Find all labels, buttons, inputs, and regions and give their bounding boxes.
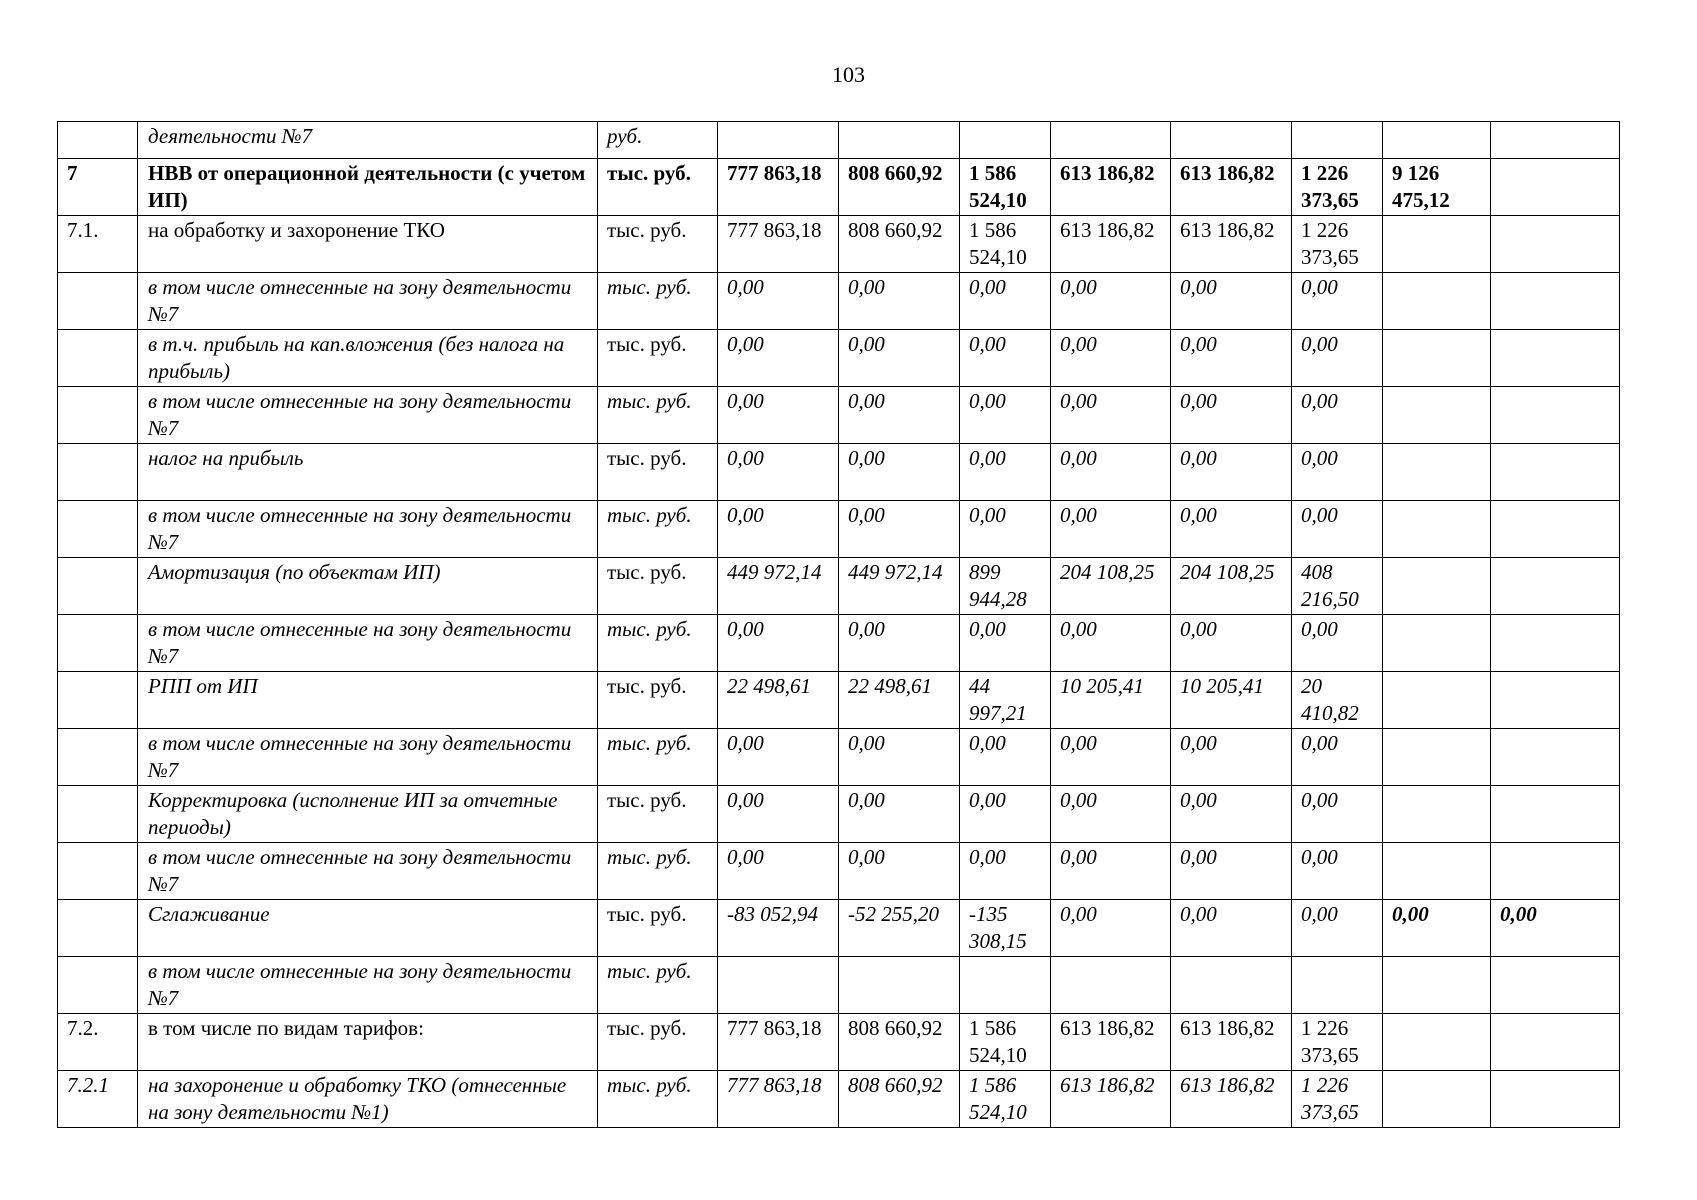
value-cell: 449 972,14: [839, 558, 960, 615]
table-row: [58, 330, 1620, 387]
table-row: [58, 387, 1620, 444]
value-cell: 0,00: [960, 615, 1051, 672]
value-cell: 0,00: [718, 501, 839, 558]
value-cell: [1383, 957, 1491, 1014]
value-cell: [1491, 672, 1620, 729]
value-cell: 0,00: [839, 786, 960, 843]
value-cell: 899 944,28: [960, 558, 1051, 615]
unit-cell: тыс. руб.: [598, 501, 718, 558]
value-cell: 0,00: [1491, 900, 1620, 957]
value-cell: 0,00: [1171, 900, 1292, 957]
table-row: [58, 1071, 1620, 1128]
value-cell: [1491, 273, 1620, 330]
table-row: [58, 672, 1620, 729]
value-cell: 613 186,82: [1171, 1014, 1292, 1071]
value-cell: 0,00: [1292, 843, 1383, 900]
value-cell: 0,00: [1383, 900, 1491, 957]
row-number-cell: [58, 122, 138, 159]
value-cell: 0,00: [1292, 900, 1383, 957]
value-cell: 808 660,92: [839, 216, 960, 273]
value-cell: [1171, 957, 1292, 1014]
value-cell: 0,00: [960, 273, 1051, 330]
value-cell: 0,00: [1171, 843, 1292, 900]
unit-cell: тыс. руб.: [598, 273, 718, 330]
table-row: [58, 501, 1620, 558]
value-cell: [1383, 615, 1491, 672]
indicator-name-cell: в т.ч. прибыль на кап.вложения (без налога на прибыль): [138, 330, 598, 387]
value-cell: 0,00: [718, 273, 839, 330]
indicator-name-cell: Сглаживание: [138, 900, 598, 957]
value-cell: [839, 957, 960, 1014]
value-cell: [1292, 957, 1383, 1014]
indicator-name-cell: в том числе отнесенные на зону деятельности №7: [138, 843, 598, 900]
value-cell: [1051, 122, 1171, 159]
value-cell: 0,00: [839, 273, 960, 330]
value-cell: 0,00: [1292, 387, 1383, 444]
table-row: [58, 786, 1620, 843]
value-cell: 0,00: [1292, 330, 1383, 387]
unit-cell: тыс. руб.: [598, 957, 718, 1014]
unit-cell: тыс. руб.: [598, 387, 718, 444]
row-number-cell: [58, 501, 138, 558]
tariff-table: [57, 121, 1620, 1128]
value-cell: 0,00: [1292, 501, 1383, 558]
value-cell: [718, 957, 839, 1014]
value-cell: -135 308,15: [960, 900, 1051, 957]
value-cell: 0,00: [960, 843, 1051, 900]
unit-cell: тыс. руб.: [598, 558, 718, 615]
value-cell: 0,00: [1051, 900, 1171, 957]
table-row: [58, 444, 1620, 501]
unit-cell: тыс. руб.: [598, 615, 718, 672]
value-cell: 0,00: [1051, 729, 1171, 786]
value-cell: [718, 122, 839, 159]
value-cell: 613 186,82: [1171, 216, 1292, 273]
unit-cell: тыс. руб.: [598, 843, 718, 900]
indicator-name-cell: деятельности №7: [138, 122, 598, 159]
value-cell: 0,00: [1051, 615, 1171, 672]
unit-cell: тыс. руб.: [598, 444, 718, 501]
value-cell: 0,00: [1171, 615, 1292, 672]
value-cell: 0,00: [960, 387, 1051, 444]
indicator-name-cell: в том числе отнесенные на зону деятельности №7: [138, 273, 598, 330]
value-cell: 0,00: [1292, 729, 1383, 786]
value-cell: [1491, 615, 1620, 672]
row-number-cell: [58, 444, 138, 501]
value-cell: 0,00: [718, 843, 839, 900]
table-row: [58, 843, 1620, 900]
value-cell: 0,00: [960, 786, 1051, 843]
value-cell: 0,00: [1051, 501, 1171, 558]
row-number-cell: [58, 957, 138, 1014]
unit-cell: тыс. руб.: [598, 216, 718, 273]
value-cell: 0,00: [1051, 387, 1171, 444]
value-cell: 0,00: [839, 501, 960, 558]
row-number-cell: [58, 729, 138, 786]
value-cell: [1491, 387, 1620, 444]
value-cell: [1383, 672, 1491, 729]
table-body: [58, 122, 1620, 1128]
value-cell: 10 205,41: [1171, 672, 1292, 729]
value-cell: 0,00: [718, 387, 839, 444]
indicator-name-cell: в том числе отнесенные на зону деятельности №7: [138, 501, 598, 558]
value-cell: -83 052,94: [718, 900, 839, 957]
value-cell: [1491, 159, 1620, 216]
value-cell: [1383, 501, 1491, 558]
table-row: [58, 729, 1620, 786]
unit-cell: тыс. руб.: [598, 786, 718, 843]
value-cell: 613 186,82: [1051, 159, 1171, 216]
table-row: [58, 122, 1620, 159]
row-number-cell: 7.1.: [58, 216, 138, 273]
value-cell: 613 186,82: [1051, 216, 1171, 273]
value-cell: 22 498,61: [718, 672, 839, 729]
value-cell: 0,00: [1171, 729, 1292, 786]
value-cell: [1383, 273, 1491, 330]
value-cell: 1 226 373,65: [1292, 1071, 1383, 1128]
table-row: [58, 216, 1620, 273]
value-cell: [1491, 501, 1620, 558]
value-cell: 0,00: [718, 729, 839, 786]
value-cell: 0,00: [839, 330, 960, 387]
row-number-cell: [58, 558, 138, 615]
table-row: [58, 1014, 1620, 1071]
value-cell: [1491, 1014, 1620, 1071]
indicator-name-cell: налог на прибыль: [138, 444, 598, 501]
indicator-name-cell: на обработку и захоронение ТКО: [138, 216, 598, 273]
table-row: [58, 957, 1620, 1014]
value-cell: [1491, 558, 1620, 615]
row-number-cell: [58, 615, 138, 672]
row-number-cell: [58, 672, 138, 729]
unit-cell: тыс. руб.: [598, 330, 718, 387]
value-cell: 204 108,25: [1051, 558, 1171, 615]
value-cell: 1 226 373,65: [1292, 216, 1383, 273]
row-number-cell: [58, 330, 138, 387]
value-cell: 10 205,41: [1051, 672, 1171, 729]
value-cell: 0,00: [1171, 786, 1292, 843]
value-cell: 808 660,92: [839, 159, 960, 216]
indicator-name-cell: РПП от ИП: [138, 672, 598, 729]
value-cell: 613 186,82: [1051, 1071, 1171, 1128]
value-cell: 0,00: [960, 501, 1051, 558]
unit-cell: тыс. руб.: [598, 1071, 718, 1128]
value-cell: 0,00: [718, 330, 839, 387]
table-row: [58, 273, 1620, 330]
indicator-name-cell: в том числе по видам тарифов:: [138, 1014, 598, 1071]
value-cell: [1383, 843, 1491, 900]
value-cell: [1491, 729, 1620, 786]
value-cell: 0,00: [1051, 444, 1171, 501]
indicator-name-cell: на захоронение и обработку ТКО (отнесенные на зону деятельности №1): [138, 1071, 598, 1128]
value-cell: 808 660,92: [839, 1014, 960, 1071]
value-cell: 613 186,82: [1171, 159, 1292, 216]
value-cell: [1491, 786, 1620, 843]
indicator-name-cell: в том числе отнесенные на зону деятельности №7: [138, 957, 598, 1014]
value-cell: 449 972,14: [718, 558, 839, 615]
value-cell: 408 216,50: [1292, 558, 1383, 615]
value-cell: 0,00: [1171, 501, 1292, 558]
value-cell: [1383, 387, 1491, 444]
indicator-name-cell: в том числе отнесенные на зону деятельности №7: [138, 387, 598, 444]
value-cell: [1383, 729, 1491, 786]
value-cell: [1491, 957, 1620, 1014]
value-cell: [1051, 957, 1171, 1014]
value-cell: [1383, 216, 1491, 273]
value-cell: 204 108,25: [1171, 558, 1292, 615]
value-cell: 0,00: [839, 444, 960, 501]
value-cell: 0,00: [839, 615, 960, 672]
value-cell: 0,00: [1171, 273, 1292, 330]
table-row: [58, 558, 1620, 615]
value-cell: 613 186,82: [1171, 1071, 1292, 1128]
value-cell: 0,00: [1051, 843, 1171, 900]
unit-cell: тыс. руб.: [598, 672, 718, 729]
row-number-cell: 7.2.: [58, 1014, 138, 1071]
value-cell: [1383, 1071, 1491, 1128]
value-cell: 0,00: [718, 444, 839, 501]
value-cell: 0,00: [1051, 786, 1171, 843]
value-cell: 1 586 524,10: [960, 1014, 1051, 1071]
value-cell: 1 586 524,10: [960, 1071, 1051, 1128]
value-cell: [1383, 122, 1491, 159]
value-cell: [1491, 1071, 1620, 1128]
value-cell: 1 226 373,65: [1292, 159, 1383, 216]
indicator-name-cell: Корректировка (исполнение ИП за отчетные периоды): [138, 786, 598, 843]
row-number-cell: [58, 273, 138, 330]
table-row: [58, 900, 1620, 957]
row-number-cell: 7: [58, 159, 138, 216]
value-cell: 0,00: [960, 729, 1051, 786]
indicator-name-cell: Амортизация (по объектам ИП): [138, 558, 598, 615]
value-cell: 44 997,21: [960, 672, 1051, 729]
indicator-name-cell: НВВ от операционной деятельности (с учетом ИП): [138, 159, 598, 216]
indicator-name-cell: в том числе отнесенные на зону деятельности №7: [138, 615, 598, 672]
value-cell: [1491, 122, 1620, 159]
value-cell: 0,00: [1292, 273, 1383, 330]
value-cell: -52 255,20: [839, 900, 960, 957]
value-cell: 777 863,18: [718, 159, 839, 216]
value-cell: 1 226 373,65: [1292, 1014, 1383, 1071]
value-cell: 777 863,18: [718, 1014, 839, 1071]
value-cell: 0,00: [1171, 387, 1292, 444]
unit-cell: тыс. руб.: [598, 900, 718, 957]
value-cell: 0,00: [1051, 330, 1171, 387]
unit-cell: тыс. руб.: [598, 1014, 718, 1071]
value-cell: 0,00: [1171, 330, 1292, 387]
value-cell: [1292, 122, 1383, 159]
page-number: 103: [832, 62, 865, 87]
value-cell: [1383, 786, 1491, 843]
value-cell: 1 586 524,10: [960, 159, 1051, 216]
value-cell: 0,00: [1051, 273, 1171, 330]
value-cell: 20 410,82: [1292, 672, 1383, 729]
value-cell: 0,00: [839, 843, 960, 900]
value-cell: 0,00: [960, 330, 1051, 387]
value-cell: 808 660,92: [839, 1071, 960, 1128]
value-cell: [839, 122, 960, 159]
value-cell: 1 586 524,10: [960, 216, 1051, 273]
row-number-cell: [58, 900, 138, 957]
value-cell: [1491, 843, 1620, 900]
value-cell: 777 863,18: [718, 1071, 839, 1128]
table-row: [58, 615, 1620, 672]
unit-cell: тыс. руб.: [598, 159, 718, 216]
indicator-name-cell: в том числе отнесенные на зону деятельности №7: [138, 729, 598, 786]
value-cell: 0,00: [1292, 444, 1383, 501]
value-cell: 0,00: [1292, 786, 1383, 843]
row-number-cell: [58, 843, 138, 900]
value-cell: 0,00: [839, 387, 960, 444]
value-cell: 0,00: [718, 786, 839, 843]
value-cell: 613 186,82: [1051, 1014, 1171, 1071]
value-cell: [960, 957, 1051, 1014]
value-cell: 0,00: [1292, 615, 1383, 672]
value-cell: [1491, 444, 1620, 501]
row-number-cell: [58, 387, 138, 444]
value-cell: 0,00: [718, 615, 839, 672]
value-cell: [1491, 330, 1620, 387]
row-number-cell: 7.2.1: [58, 1071, 138, 1128]
value-cell: [1171, 122, 1292, 159]
value-cell: 0,00: [960, 444, 1051, 501]
unit-cell: тыс. руб.: [598, 729, 718, 786]
value-cell: [960, 122, 1051, 159]
value-cell: 0,00: [1171, 444, 1292, 501]
row-number-cell: [58, 786, 138, 843]
value-cell: 22 498,61: [839, 672, 960, 729]
value-cell: 0,00: [839, 729, 960, 786]
value-cell: [1383, 444, 1491, 501]
value-cell: [1383, 330, 1491, 387]
unit-cell: руб.: [598, 122, 718, 159]
value-cell: 777 863,18: [718, 216, 839, 273]
table-row: [58, 159, 1620, 216]
value-cell: [1383, 1014, 1491, 1071]
value-cell: 9 126 475,12: [1383, 159, 1491, 216]
value-cell: [1383, 558, 1491, 615]
value-cell: [1491, 216, 1620, 273]
